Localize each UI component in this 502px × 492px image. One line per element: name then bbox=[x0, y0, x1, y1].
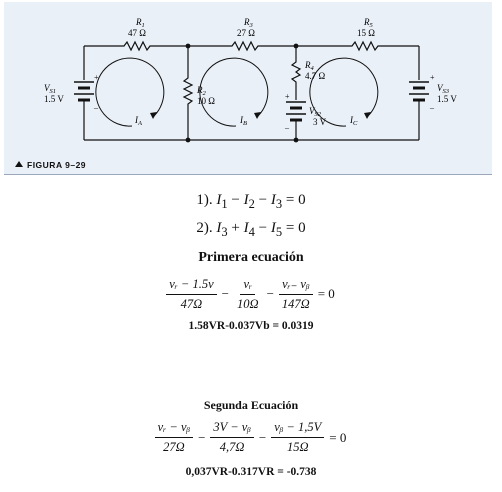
figure-caption: FIGURA 9–29 bbox=[27, 160, 87, 170]
junction-dot bbox=[186, 44, 191, 49]
first-equation-result: 1.58VR-0.037Vb = 0.0319 bbox=[188, 320, 314, 332]
r2-value: 10 Ω bbox=[197, 96, 215, 106]
r1-label: $R_1$ bbox=[136, 17, 145, 29]
vs2-minus: – bbox=[285, 123, 289, 132]
junction-dot bbox=[294, 44, 299, 49]
vs3-label: $V_{S3}$ bbox=[437, 83, 449, 95]
arrow-head-b bbox=[254, 112, 261, 119]
r4-value: 4.7 Ω bbox=[305, 71, 326, 81]
vs3-plus: + bbox=[430, 73, 435, 82]
r2-label: $R_2$ bbox=[197, 85, 206, 97]
r5-label: $R_5$ bbox=[364, 17, 373, 29]
battery-vs2 bbox=[286, 102, 306, 124]
fraction: $\frac{\text{vᵣ₋ vᵦ}}{147\Omega}$ bbox=[279, 276, 313, 312]
r3-label: $R_3$ bbox=[244, 17, 253, 29]
junction-dot bbox=[186, 138, 191, 143]
arrow-head-a bbox=[150, 112, 157, 119]
r2-branch bbox=[184, 46, 192, 140]
fraction: $\frac{\text{vᵣ − 1.5v}}{47\Omega}$ bbox=[166, 277, 216, 312]
top-wire bbox=[84, 42, 419, 50]
vs1-value: 1.5 V bbox=[44, 94, 64, 104]
first-equation-formula: $\frac{\text{vᵣ − 1.5v}}{47\Omega}$ − $\frac{\text{vᵣ}}{10\Omega}$ − $\frac{\text{vᵣ₋ vᵦ}}{147\Omega}$ = 0 bbox=[0, 276, 502, 312]
caption-triangle-icon bbox=[15, 161, 23, 167]
fraction: $\frac{\text{3V − vᵦ}}{4,7\Omega}$ bbox=[210, 420, 253, 455]
vs2-value: 3 V bbox=[313, 117, 327, 127]
second-equation-title: Segunda Ecuación bbox=[203, 398, 299, 412]
vs2-plus: + bbox=[285, 92, 290, 101]
ic-label: $I_C$ bbox=[350, 115, 358, 127]
vs1-label: $V_{S1}$ bbox=[44, 83, 56, 95]
r1-value: 47 Ω bbox=[128, 28, 146, 38]
circuit-diagram bbox=[4, 2, 492, 174]
vs1-plus: + bbox=[94, 73, 99, 82]
r4-branch bbox=[292, 46, 300, 140]
vs1-minus: – bbox=[94, 103, 98, 112]
circuit-figure bbox=[4, 2, 492, 175]
equation-2: 2). $I_3 + I_4 - I_5 = 0$ bbox=[196, 220, 306, 239]
r5-value: 15 Ω bbox=[357, 28, 375, 38]
vs2-label: $V_{S2}$ bbox=[309, 106, 321, 118]
battery-vs1 bbox=[74, 82, 94, 106]
ib-label: $I_B$ bbox=[240, 115, 247, 127]
fraction: $\frac{\text{vᵣ}}{10\Omega}$ bbox=[237, 276, 259, 311]
second-equation-formula: $\frac{\text{vᵣ − vᵦ}}{27\Omega}$ − $\frac{\text{3V − vᵦ}}{4,7\Omega}$ − $\frac{\text{vᵦ − 1,5V}}{15\Omega}$ = 0 bbox=[0, 420, 502, 455]
second-equation-result: 0,037VR-0.317VR = -0.738 bbox=[185, 466, 317, 478]
arrow-head-c bbox=[364, 112, 371, 119]
fraction: $\frac{\text{vᵣ − vᵦ}}{27\Omega}$ bbox=[155, 420, 193, 455]
junction-dot bbox=[294, 138, 299, 143]
fraction: $\frac{\text{vᵦ − 1,5V}}{15\Omega}$ bbox=[271, 420, 324, 455]
r4-label: $R_4$ bbox=[305, 60, 314, 72]
battery-vs3 bbox=[409, 82, 429, 106]
vs3-value: 1.5 V bbox=[437, 94, 457, 104]
vs3-minus: – bbox=[430, 103, 434, 112]
first-equation-title: Primera ecuación bbox=[198, 250, 304, 265]
ia-label: $I_A$ bbox=[135, 115, 142, 127]
equation-1: 1). $I_1 - I_2 - I_3 = 0$ bbox=[196, 192, 306, 211]
r3-value: 27 Ω bbox=[237, 28, 255, 38]
